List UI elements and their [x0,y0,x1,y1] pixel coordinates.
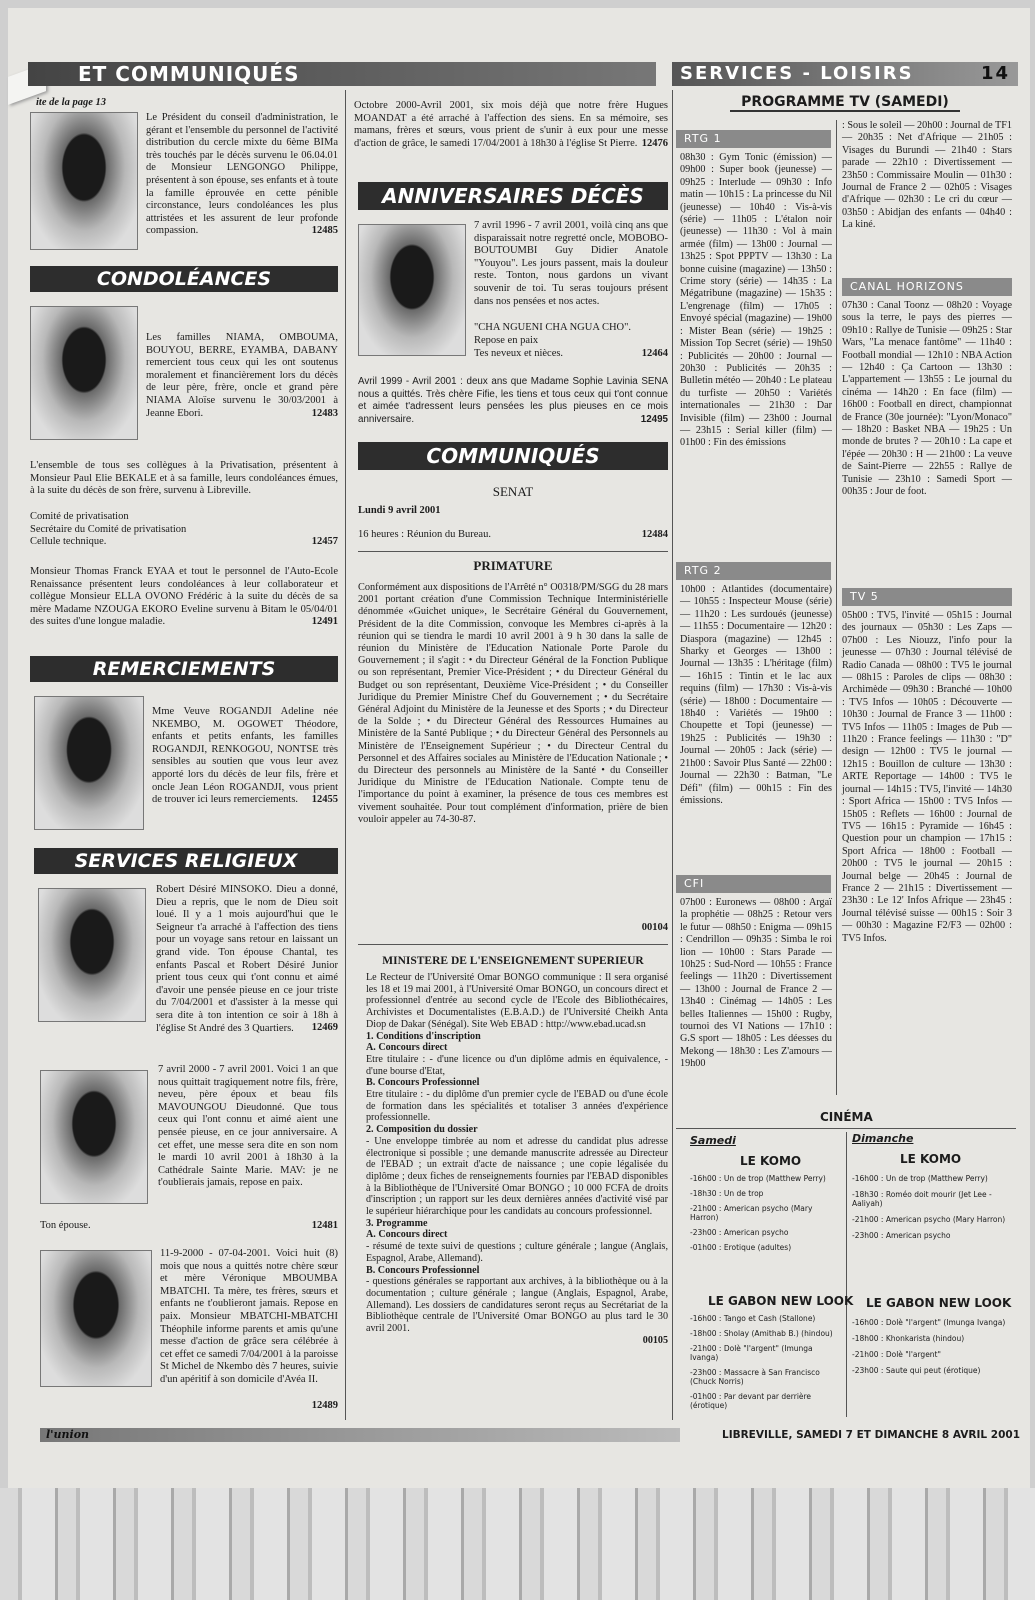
notice-body: Octobre 2000-Avril 2001, six mois déjà que notre frère Hugues MOANDAT a été arraché à l'affection des siens. En sa mémoire, ses mamans, frères et sœurs, vous prient de s'unir à eux pour une messe d'action de grâce, le samedi 17/04/2001 à 18h30 à l'église St Pierre. [354,100,668,149]
column-divider [846,1132,847,1417]
cinema-listing: -23h00 : American psycho [690,1228,789,1237]
channel-label-tv5: TV 5 [842,588,1012,606]
cinema-listing: -16h00 : Un de trop (Matthew Perry) [852,1174,988,1183]
column-divider [836,120,837,1095]
section-header-left: ET COMMUNIQUÉS [28,62,656,86]
notice-number: 12464 [641,347,668,359]
section-title-remerciements: REMERCIEMENTS [30,656,338,682]
notice-number: 12484 [641,529,668,540]
notice-number: 12469 [311,1022,338,1033]
notice-text: 7 avril 1996 - 7 avril 2001, voilà cinq ans que disparaissait notre regretté oncle, MOBOBO-BOUTOUMBI Guy Didier Anatole "Youyou". Les jours passent, mais la douleur reste. Tonton, nous gardons un vivant souvenir de toi. Tu seras toujours présent dans nos pensées et nos actes. [474,220,668,307]
subsection-title: MINISTERE DE L'ENSEIGNEMENT SUPERIEUR [382,955,644,967]
page-background [0,1488,1035,1600]
cinema-listing: -23h00 : American psycho [852,1231,951,1240]
cinema-listing: -01h00 : Erotique (adultes) [690,1243,792,1252]
portrait-photo [34,696,144,830]
tv-programme-title: PROGRAMME TV (SAMEDI) [730,94,960,112]
notice-text: 7 avril 2000 - 7 avril 2001. Voici 1 an que nous quittait tragiquement notre fils, frère, neveu, père époux et beau fils MAVOUNGOU Dieudonné. Que tous ceux qui l'ont connu et aimé aient une pensée pieuse, en ce jour anniversaire. A cet effet, une messe sera dite en son nom le mardi 10 avril 2001 à 18h30 à la Cathédrale Sainte Marie. MAV: je ne t'oublierais jamais, repose en paix. [158,1064,338,1189]
column-divider [672,90,673,1420]
notice-number: 12483 [311,407,338,419]
notice-number: 12495 [640,413,668,425]
notice-body: - résumé de texte suivi de questions ; culture générale ; langue (Anglais, Espagnol, Arabe, Allemand). [366,1241,668,1264]
cinema-day-samedi: Samedi [690,1134,736,1147]
notice-text [354,100,668,150]
channel-label-rtg2: RTG 2 [676,562,831,580]
signature-line: Comité de privatisation [30,511,129,522]
cinema-day-dimanche: Dimanche [852,1132,914,1145]
notice-date: Lundi 9 avril 2001 [358,505,441,516]
notice-body: - Une enveloppe timbrée au nom et adresse du candidat plus adresse électronique si possible ; une demande manuscrite adressée au Directeur de l'EBAD ; un extrait d'acte de naissance ; une copie légalisée du diplôme ; deux fiches de renseignements fournies par l'EBAD disponibles à la Bibliothèque de l'Université Omar BONGO ; 10 000 FCFA de droits d'inscription ; un rapport sur les deux dernières années d'activité visé par le supérieur hiérarchique pour les candidats au concours professionnel. [366,1135,668,1218]
cinema-title: CINÉMA [820,1110,873,1124]
notice-number: 12491 [311,616,338,628]
notice-subheading: A. Concours direct [366,1042,448,1054]
cinema-venue-komo: LE KOMO [740,1154,802,1168]
notice-number-line [38,1022,338,1035]
signature-line: Repose en paix [474,335,539,346]
notice-number-line [358,922,668,935]
tv-schedule-canal-horizons: 07h30 : Canal Toonz — 08h20 : Voyage sous la terre, le pays des pierres — 09h10 : Rallye de Tunisie — 09h25 : Star Wars, "La menace fantôme" — 11h40 : Football mondial — 12h10 : NBA Action — 12h40 : Ça Cartoon — 13h30 : L'appartement — 13h55 : Le journal du cinéma — 14h20 : En face (film) — 16h00 : Football en direct, championnat de France (30e journée): "Lyon/Monaco" — 18h20 : Basket NBA — 19h25 : Un monde de brutes ? — 20h10 : La cape et l'épée — 20h30 : H — 21h00 : La veuve de Saint-Pierre — 22h55 : Rallye de Tunisie — 23h10 : Samedi Sport — 00h35 : Jour de foot. [842,300,1012,498]
notice-text: Conformément aux dispositions de l'Arrêté n° O0318/PM/SGG du 28 mars 2001 portant création d'une Commission Technique Interministérielle dénommée «Guichet unique», le Secrétaire Général du Gouvernement, Président de la dite Commission, convoque les Membres ci-après à la réunion qui se tiendra le mardi 10 avril 2001 à 9 h 30 dans la salle de réunion du Ministère de l'Education Nationale Porte Parole du Gouvernement ; il s'agit : • du Directeur Général de la Fonction Publique ou son représentant, Premier Vice-Président ; • du Directeur Général du Budget ou son représentant, Deuxième Vice-Président ; • du Conseiller Juridique du Premier Ministre Chef du Gouvernement ; • du Secrétaire Général Adjoint du Ministère de la Jeunesse et des Sports ; • du Directeur de la Solde ; • du Directeur Général des Ressources Humaines au Ministère de la Santé Publique ; • du Directeur Général des Personnels au Ministère de l'Enseignement Supérieur ; • du Directeur Central du Personnel et des Affaires sociales au Ministère de l'Education Nationale ; • du Directeur des personnels au Ministère de la Santé • du Conseiller Juridique du Ministre de l'Education Nationale. Compte tenu de l'importance du point à examiner, la présence de tous ces membres est vivement souhaitée. Pour tout complément d'information, prière de bien vouloir appeler au 74-30-87. [358,582,668,825]
newspaper-name: l'union [40,1428,680,1442]
cinema-listing: -18h30 : Roméo doit mourir (Jet Lee - Aaliyah) [852,1190,992,1208]
notice-body: - questions générales se rapportant aux archives, à la bibliothèque ou à la documentation ; culture générale ; langue (Anglais, Espagnol, Arabe, Allemand). Les dossiers de candidatures seront reçus au Secrétariat de la Bibliothèque centrale de l'Université Omar BONGO au plus tard le 30 avril 2001. [366,1276,668,1335]
notice-quote: "CHA NGUENI CHA NGUA CHO". [474,322,632,333]
subsection-title: PRIMATURE [473,558,553,573]
cinema-listing: -18h30 : Un de trop [690,1189,764,1198]
notice-number: 12476 [641,137,668,149]
cinema-listing: -01h00 : Par devant par derrière (érotique) [690,1392,812,1410]
cinema-listing: -18h00 : Khonkarista (hindou) [852,1334,965,1343]
notice-number: 12489 [311,1400,338,1411]
notice-body: Les familles NIAMA, OMBOUMA, BOUYOU, BERRE, EYAMBA, DABANY remercient tous ceux qui les ont soutenus moralement et financièrement lors du décès de leur père, frère, oncle et grand père NIAMA Aloïse survenu le 30/03/2001 à Jeanne Ebori. [146,332,338,419]
notice-text [30,566,338,629]
tv-schedule-rtg1: 08h30 : Gym Tonic (émission) — 09h00 : Super book (jeunesse) — 09h25 : Interlude — 09h30 : Info matin — 10h15 : La princesse du Nil (jeunesse) — 10h40 : Vis-à-vis (série) — 11h05 : L'étalon noir (jeunesse) — 11h30 : Vol à main armée (film) — 13h00 : Journal — 13h25 : Spot PPPTV — 13h30 : La bonne cuisine (magazine) — 13h50 : Crime story (série) — 14h35 : La Mégatribune (magazine) — 15h35 : L'engrenage (film) — 17h05 : Envoyé spécial (magazine) — 19h00 : Mister Bean (série) — 19h25 : Mission Top Secret (série) — 19h50 : Publicités — 20h00 : Journal — 20h30 : Publicités — 20h35 : Bulletin météo — 20h40 : Le plateau du turfiste — 20h50 : Variétés internationales — 21h30 : Dar Invisible (film) — 23h00 : Journal — 23h15 : Serial killer (film) — 01h00 : Fin des émissions [680,152,832,449]
cinema-listing: -21h00 : Dolè "l'argent" (Imunga Ivanga) [690,1344,813,1362]
notice-text [152,706,338,807]
divider [358,944,668,945]
channel-label-rtg1: RTG 1 [676,130,831,148]
notice-body: 16 heures : Réunion du Bureau. [358,529,491,540]
divider [358,551,668,552]
signature-line: Secrétaire du Comité de privatisation [30,523,187,535]
cinema-listing: -16h00 : Un de trop (Matthew Perry) [690,1174,826,1183]
notice-text [146,332,338,420]
signature-line [474,348,668,361]
notice-number: 12481 [311,1220,338,1231]
cinema-listing-dimanche-gnl [852,1318,1012,1382]
notice-number-line [366,1335,668,1347]
issue-date: LIBREVILLE, SAMEDI 7 ET DIMANCHE 8 AVRIL 2001 [722,1429,1020,1441]
notice-subheading: 1. Conditions d'inscription [366,1030,481,1042]
notice-number-line [40,1400,338,1413]
cinema-listing: -16h00 : Dolè "l'argent" (Imunga Ivanga) [852,1318,1006,1327]
cinema-listing: -21h00 : American psycho (Mary Harron) [690,1204,813,1222]
notice-signature [40,1220,338,1233]
notice-body: Mme Veuve ROGANDJI Adeline née NKEMBO, M. OGOWET Théodore, enfants et petits enfants, les familles ROGANDJI, RENKOGOU, NONTSE très sensibles au soutien que vous leur avez apporté lors du décès de leur fils, frère et oncle Jean Léon ROGANDJI, vous prient de trouver ici leurs remerciements. [152,706,338,806]
tv-schedule-tv5: 05h00 : TV5, l'invité — 05h15 : Journal des journaux — 05h30 : Les Zaps — 07h00 : Les Niouzz, l'info pour la jeunesse — 07h30 : Journal télévisé de Radio Canada — 08h00 : TV5 le journal — 08h15 : Paroles de clips — 08h30 : Archimède — 09h30 : Branché — 10h00 : TV5 Infos — 10h05 : Découverte — 10h30 : Journal de France 3 — 11h00 : TV5 Infos — 11h05 : Images de Pub — 11h20 : France feelings — 11h30 : "D" design — 12h00 : TV5 le journal — 12h15 : Bouillon de culture — 13h30 : ARTE Reportage — 14h00 : TV5 le journal — 14h15 : TV5, l'invité — 14h30 : Sport Africa — 15h00 : TV5 Infos — 15h05 : Reflets — 16h00 : Journal de TV5 — 16h15 : Pyramide — 16h45 : Question pour un champion — 17h15 : Sport Africa — 18h00 : Football — 20h00 : TV5 le journal — 20h15 : Journal belge — 20h45 : Journal de France 2 — 21h15 : Divertissement — 23h30 : Le 12' Infos Afrique — 23h45 : Journal télévisé suisse — 00h15 : Soir 3 — 00h30 : Magazine F2/F3 — 02h00 : TV5 Infos. [842,610,1012,944]
divider [676,1128,1016,1129]
notice-text [366,972,668,1414]
cinema-listing: -23h00 : Massacre à San Francisco (Chuck Norris) [690,1368,820,1386]
page-number: 14 [980,63,1010,84]
notice-number: 00105 [642,1334,668,1346]
notice-body: Etre titulaire : - d'une licence ou d'un diplôme admis en équivalence, - d'une bourse d'Etat, [366,1053,668,1077]
tv-schedule-cfi: 07h00 : Euronews — 08h00 : Argaï la prophétie — 08h25 : Retour vers le futur — 08h50 : Enigma — 09h15 : Cendrillon — 09h35 : Simba le roi lion — 10h00 : Stars Parade — 10h25 : Sud-Nord — 10h55 : France feelings — 11h20 : Divertissement — 13h00 : Journal de France 2 — 13h40 : Cinémag — 14h05 : Les belles Italiennes — 15h00 : Rugby, tournoi des VI Nations — 17h10 : G.S sport — 18h05 : Les déesses du Mekong — 18h30 : Les Z'amours — 19h00 [680,897,832,1070]
notice-number: 12455 [311,794,338,806]
notice-subheading: 2. Composition du dossier [366,1124,478,1136]
cinema-listing-samedi-gnl [690,1314,840,1416]
cinema-venue-gabon-new-look: LE GABON NEW LOOK [866,1296,1012,1310]
tv-schedule-cfi-continued: : Sous le soleil — 20h00 : Journal de TF1 — 20h35 : Net d'Afrique — 21h05 : Visages du Burundi — 21h40 : Stars parade — 22h10 : Divertissement — 23h50 : Commissaire Moulin — 01h30 : Journal de France 2 — 02h05 : Visages d'Afrique — 02h30 : Le cri du cœur — 03h50 : Abidjan des enfants — 04h40 : La kiné. [842,120,1012,231]
notice-body: Le Président du conseil d'administration, le gérant et l'ensemble du personnel de l'activité distribution du cercle mixte du 6ème BIMa très touchés par le décès survenu le 06.04.01 de Monsieur LENGONGO Philippe, présentent à son épouse, ses enfants et à toute la famille éprouvée en cette pénible circonstance, leurs condoléances les plus attristées et les assurent de leur profonde compassion. [146,112,338,237]
notice-text [146,112,338,238]
portrait-photo [40,1070,148,1204]
tv-schedule-rtg2: 10h00 : Atlantides (documentaire) — 10h55 : Inspecteur Mouse (série) — 11h20 : Les surdoués (jeunesse) — 11h55 : Documentaire — 12h20 : Diaspora (magazine) — 12h45 : Sharky et Georges — 13h00 : Journal — 13h35 : L'héritage (film) — 16h15 : Tintin et le lac aux requins (film) — 17h30 : Vis-à-vis (série) — 18h00 : Documentaire — 18h40 : Variétés — 19h00 : Choupette et Topi (jeunesse) — 19h25 : Publicités — 19h30 : Journal — 20h05 : Jack (série) — 21h00 : Savoir Plus Santé — 22h00 : Journal — 22h30 : Batman, "Le Défi" (film) — 00h15 : Fin des émissions. [680,584,832,806]
channel-label-canal-horizons: CANAL HORIZONS [842,278,1012,296]
cinema-listing: -18h00 : Sholay (Amithab B.) (hindou) [690,1329,833,1338]
notice-subheading: 3. Programme [366,1217,428,1229]
notice-subheading: B. Concours Professionnel [366,1264,480,1276]
notice-body: Monsieur Thomas Franck EYAA et tout le personnel de l'Auto-Ecole Renaissance présentent leurs condoléances à leur collaborateur et collègue Monsieur ELLA OVONO Frédéric à la suite du décès de sa mère Madame NZOUGA EKORO Eveline survenu à Bitam le 05/04/01 des suites d'une longue maladie. [30,566,338,628]
cinema-venue-komo: LE KOMO [900,1152,962,1166]
notice-signature [30,511,338,549]
notice-number: 12457 [311,536,338,548]
signature-text: Cellule technique. [30,536,107,548]
cinema-venue-gabon-new-look: LE GABON NEW LOOK [708,1294,854,1308]
notice-text: L'ensemble de tous ses collègues à la Privatisation, présentent à Monsieur Paul Elie BEKALE et à sa famille, leurs condoléances émues, à la suite du décès de son frère, survenu à Libreville. [30,460,338,497]
cinema-listing-dimanche-komo [852,1174,1012,1247]
signature-text: Ton épouse. [40,1220,91,1231]
portrait-photo [30,112,138,250]
section-header-right [672,62,1018,86]
signature-text: Tes neveux et nièces. [474,347,564,359]
notice-subheading: A. Concours direct [366,1229,448,1241]
notice-number: 12485 [311,225,338,237]
notice-signature [474,335,668,360]
section-title-communiques: COMMUNIQUÉS [358,442,668,470]
notice-text: Robert Désiré MINSOKO. Dieu a donné, Dieu a repris, que le nom de Dieu soit loué. Il y a 1 mois aujourd'hui que le Seigneur t'a arraché à l'affection des tiens pour un voyage sans retour en laissant un grand vide. Ton épouse Chantal, tes enfants Pascal et Robert Désiré Junior prient tous ceux qui t'ont connu et aimé d'avoir une pensée pieuse en ce jour triste du 7/04/2001 et d'assister à la messe qui sera dite à ton intention ce soir à 18h à l'église St André des 3 Quartiers. [156,884,338,1034]
subsection-title: SENAT [492,484,534,499]
notice-text [358,529,668,542]
notice-body: Etre titulaire : - du diplôme d'un premier cycle de l'EBAD ou d'une école de formation dans les spécialités et totaliser 3 années d'expérience professionnelle. [366,1089,668,1124]
portrait-photo [38,888,146,1022]
notice-subheading: B. Concours Professionnel [366,1077,480,1089]
notice-text: 11-9-2000 - 07-04-2001. Voici huit (8) mois que nous a quittés notre chère sœur et mère Véronique MBOUMBA MBATCHI. Ta mère, tes frères, sœurs et enfants ne t'oublieront jamais. Repose en paix. Monsieur MBATCHI-MBATCHI Théophile informe parents et amis qu'une messe d'action de grâce sera célébrée à cet effet ce samedi 7/04/2001 à la paroisse St Michel de Nkembo dès 7 heures, suivie d'un apéritif à son domicile d'Avéa II. [160,1248,338,1385]
notice-body: Avril 1999 - Avril 2001 : deux ans que Madame Sophie Lavinia SENA nous a quittés. Très chère Fifie, les tiens et tous ceux qui t'ont connue et aimée t'adressent leurs pensées les plus pieuses en ce mois anniversaire. [358,376,668,425]
portrait-photo [358,224,466,356]
section-title-services-religieux: SERVICES RELIGIEUX [34,848,338,874]
cinema-listing: -16h00 : Tango et Cash (Stallone) [690,1314,816,1323]
channel-label-cfi: CFI [676,875,831,893]
notice-body: Le Recteur de l'Université Omar BONGO communique : Il sera organisé les 18 et 19 mai 2001, à l'Université Omar BONGO, un concours direct et professionnel d'entrée au second cycle de l'Ecole des Bibliothécaires, Archivistes et Documentalistes (E.B.A.D.) de l'Université Cheikh Anta Diop de Dakar (Sénégal). Site Web EBAD : http://www.ebad.ucad.sn [366,972,668,1030]
portrait-photo [40,1250,152,1387]
section-title-condoleances: CONDOLÉANCES [30,266,338,292]
notice-number: 00104 [641,922,668,933]
signature-line [30,536,338,549]
section-header-right-title: SERVICES - LOISIRS [680,63,914,84]
column-divider [345,90,346,1420]
continued-note: ite de la page 13 [36,97,106,108]
cinema-listing: -23h00 : Saute qui peut (érotique) [852,1366,981,1375]
cinema-listing: -21h00 : Dolè "l'argent" [852,1350,941,1359]
portrait-photo [30,306,138,440]
cinema-listing: -21h00 : American psycho (Mary Harron) [852,1215,1006,1224]
notice-text [358,376,668,426]
section-title-anniversaires: ANNIVERSAIRES DÉCÈS [358,182,668,210]
cinema-listing-samedi-komo [690,1174,840,1258]
